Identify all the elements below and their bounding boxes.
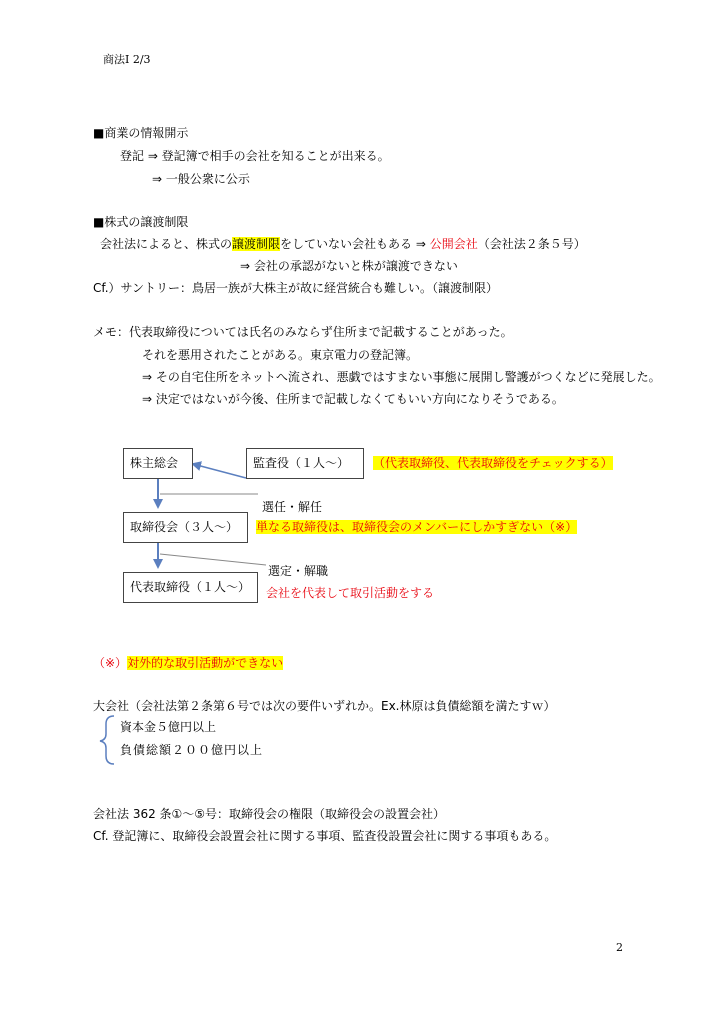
large-company-liabilities: 負債総額２００億円以上 [120, 743, 264, 757]
board-note-text: 単なる取締役は、取締役会のメンバーにしかすぎない（※） [256, 520, 578, 534]
large-company-intro: 大会社（会社法第２条第６号では次の要件いずれか。Ex.林原は負債総額を満たすｗ） [93, 699, 556, 713]
memo-line-3: ⇒ その自宅住所をネットへ流され、悪戯ではすまない事態に展開し警護がつくなどに発展した。 [142, 370, 661, 384]
transfer-text-mid: をしていない会社もある ⇒ [280, 237, 430, 251]
auditor-note [373, 455, 613, 471]
box-auditor: 監査役（１人～） [246, 448, 364, 479]
highlight-transfer-restriction: 譲渡制限 [232, 237, 281, 251]
footnote-text: 対外的な取引活動ができない [127, 656, 284, 670]
header-title: 商法Ⅰ 2/3 [103, 53, 151, 66]
article-362-line: 会社法 362 条①～⑤号：取締役会の権限（取締役会の設置会社） [93, 807, 446, 821]
large-company-capital: 資本金５億円以上 [120, 720, 217, 734]
board-note [256, 519, 577, 535]
elect-dismiss-label: 選任・解任 [262, 500, 323, 514]
select-dismiss-connector [160, 554, 266, 565]
memo-line-2: それを悪用されたことがある。東京電力の登記簿。 [142, 348, 419, 362]
box-shareholders-meeting: 株主総会 [123, 448, 193, 479]
section-heading-disclosure: ■商業の情報開示 [93, 126, 189, 140]
public-company-term: 公開会社 [429, 237, 478, 251]
transfer-text-post: （会社法２条５号） [477, 237, 586, 251]
transfer-line-2: ⇒ 会社の承認がないと株が譲渡できない [240, 259, 458, 273]
brace-large-company [100, 716, 114, 764]
transfer-text-pre: 会社法によると、株式の [100, 237, 233, 251]
disclosure-line-1: 登記 ⇒ 登記簿で相手の会社を知ることが出来る。 [120, 149, 390, 163]
footnote [93, 655, 283, 671]
auditor-note-text: （代表取締役、代表取締役をチェックする） [373, 456, 613, 470]
memo-line-1: メモ：代表取締役については氏名のみならず住所まで記載することがあった。 [93, 325, 513, 339]
disclosure-line-2: ⇒ 一般公衆に公示 [152, 172, 250, 186]
arrow-auditor-to-shareholders [193, 464, 246, 478]
transfer-line-3: Cf.）サントリー：鳥居一族が大株主が故に経営統合も難しい。（譲渡制限） [93, 281, 498, 295]
box-board-of-directors: 取締役会（３人～） [123, 512, 248, 543]
box-representative-director: 代表取締役（１人～） [123, 572, 258, 603]
registry-note-line: Cf. 登記簿に、取締役会設置会社に関する事項、監査役設置会社に関する事項もある。 [93, 829, 557, 843]
memo-line-4: ⇒ 決定ではないが今後、住所まで記載しなくてもいい方向になりそうである。 [142, 392, 564, 406]
select-dismiss-label: 選定・解職 [268, 564, 329, 578]
footnote-marker: （※） [93, 656, 128, 670]
section-heading-transfer-restriction: ■株式の譲渡制限 [93, 215, 189, 229]
rep-director-note: 会社を代表して取引活動をする [266, 586, 435, 600]
page-number: 2 [616, 941, 623, 954]
